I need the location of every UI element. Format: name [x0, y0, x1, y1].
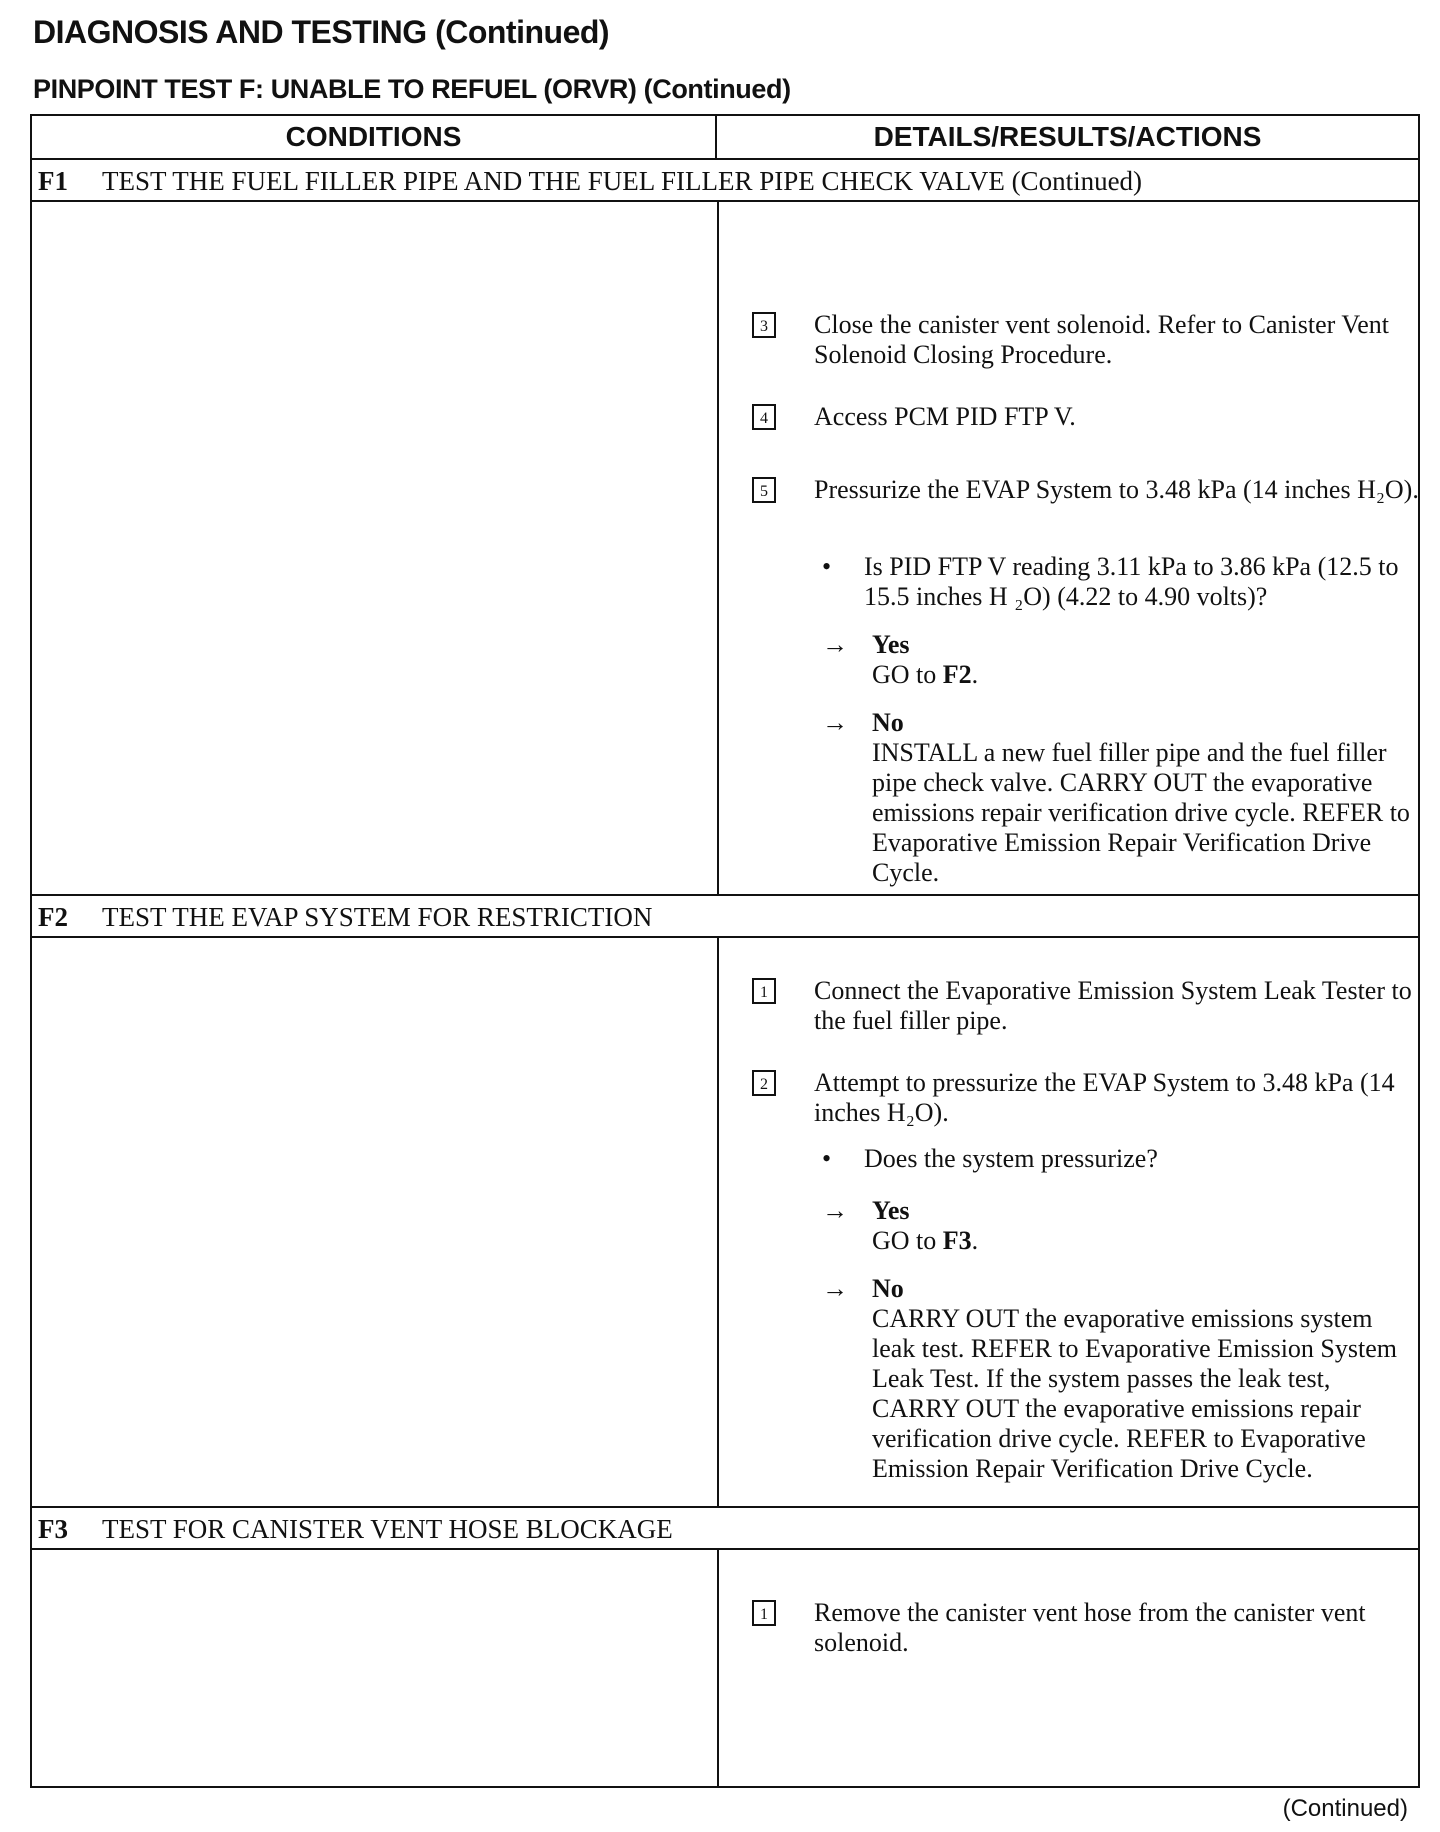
step-item	[752, 1598, 1432, 1658]
section-header-f3	[32, 1508, 1418, 1550]
goto-link-f2[interactable]: F2	[942, 660, 972, 689]
section-title: TEST FOR CANISTER VENT HOSE BLOCKAGE	[102, 1514, 673, 1544]
arrow-right-icon: →	[822, 1274, 848, 1303]
step-number-box: 1	[752, 1600, 776, 1626]
section-content-f3	[32, 1550, 1418, 1786]
section-header-f2	[32, 896, 1418, 938]
goto-suffix: .	[971, 660, 979, 689]
page-subtitle: PINPOINT TEST F: UNABLE TO REFUEL (ORVR) (Continued)	[33, 74, 791, 104]
header-conditions: CONDITIONS	[32, 116, 717, 158]
goto-prefix: GO to	[872, 1226, 937, 1255]
result-text: INSTALL a new fuel filler pipe and the fuel filler pipe check valve. CARRY OUT the evaporative emissions repair verification drive cycle. REFER to Evaporative Emission Repair Verification Drive Cycle.	[872, 738, 1410, 887]
section-title: TEST THE EVAP SYSTEM FOR RESTRICTION	[102, 902, 653, 932]
result-label: No	[872, 708, 904, 737]
bullet-icon: •	[822, 552, 832, 581]
result-label: No	[872, 1274, 904, 1303]
step-text: Attempt to pressurize the EVAP System to 3.48 kPa (14 inches H₂O).	[814, 1068, 1395, 1127]
question-item	[822, 552, 1422, 612]
section-content-f1	[32, 202, 1418, 896]
step-text: Remove the canister vent hose from the canister vent solenoid.	[814, 1598, 1366, 1657]
arrow-right-icon: →	[822, 1196, 848, 1225]
result-yes	[822, 1196, 1422, 1256]
question-item	[822, 1144, 1422, 1174]
step-item	[752, 976, 1432, 1036]
result-no	[822, 1274, 1422, 1494]
step-text: Access PCM PID FTP V.	[814, 402, 1076, 431]
result-no	[822, 708, 1422, 887]
section-content-f2	[32, 938, 1418, 1508]
step-text: Connect the Evaporative Emission System Leak Tester to the fuel filler pipe.	[814, 976, 1412, 1035]
step-number-box: 1	[752, 978, 776, 1004]
page-title: DIAGNOSIS AND TESTING (Continued)	[33, 14, 610, 50]
step-item	[752, 475, 1432, 535]
result-label: Yes	[872, 1196, 910, 1225]
result-yes	[822, 630, 1422, 690]
result-text	[872, 1226, 1422, 1256]
result-text: CARRY OUT the evaporative emissions system leak test. REFER to Evaporative Emission System Leak Test. If the system passes the leak test, CARRY OUT the evaporative emissions repair verification drive cycle. REFER to Evaporative Emission Repair Verification Drive Cycle.	[872, 1304, 1398, 1483]
section-id: F1	[38, 166, 68, 196]
result-label: Yes	[872, 630, 910, 659]
step-number-box: 2	[752, 1070, 776, 1096]
table-header-row	[32, 116, 1418, 160]
arrow-right-icon: →	[822, 630, 848, 659]
question-text: Is PID FTP V reading 3.11 kPa to 3.86 kPa (12.5 to 15.5 inches H ₂O) (4.22 to 4.90 volts)?	[864, 552, 1399, 611]
goto-suffix: .	[971, 1226, 979, 1255]
step-number-box: 5	[752, 477, 776, 503]
step-text: Pressurize the EVAP System to 3.48 kPa (14 inches H₂O).	[814, 475, 1419, 504]
header-details: DETAILS/RESULTS/ACTIONS	[873, 121, 1262, 152]
result-text	[872, 660, 1422, 690]
continued-footer: (Continued)	[1282, 1795, 1408, 1822]
step-text: Close the canister vent solenoid. Refer to Canister Vent Solenoid Closing Procedure.	[814, 310, 1389, 369]
section-id: F3	[38, 1514, 68, 1544]
pinpoint-test-table	[30, 114, 1420, 1788]
step-item	[752, 310, 1432, 370]
goto-prefix: GO to	[872, 660, 937, 689]
step-number-box: 4	[752, 404, 776, 430]
column-divider	[717, 202, 719, 894]
column-divider	[717, 938, 719, 1506]
step-number-box: 3	[752, 312, 776, 338]
section-title: TEST THE FUEL FILLER PIPE AND THE FUEL FILLER PIPE CHECK VALVE (Continued)	[102, 166, 1143, 196]
question-text: Does the system pressurize?	[864, 1144, 1158, 1173]
section-header-f1	[32, 160, 1418, 202]
step-item	[752, 1068, 1432, 1128]
bullet-icon: •	[822, 1144, 832, 1173]
step-item	[752, 402, 1432, 432]
arrow-right-icon: →	[822, 708, 848, 737]
column-divider	[717, 1550, 719, 1786]
goto-link-f3[interactable]: F3	[942, 1226, 972, 1255]
section-id: F2	[38, 902, 68, 932]
